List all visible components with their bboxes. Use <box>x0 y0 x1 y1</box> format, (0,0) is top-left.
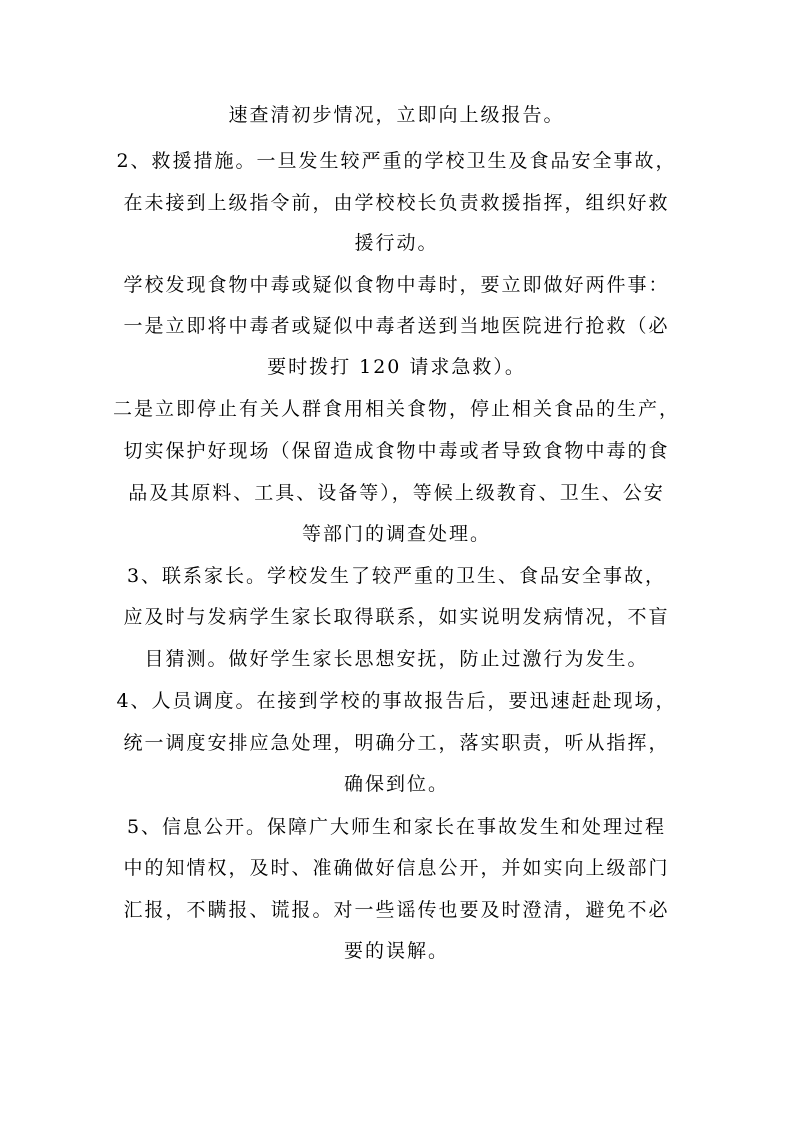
text-line: 等部门的调查处理。 <box>301 523 491 545</box>
text-line: 目猜测。做好学生家长思想安抚，防止过激行为发生。 <box>144 648 649 670</box>
text-line: 2、救援措施。一旦发生较严重的学校卫生及食品安全事故， <box>116 150 677 172</box>
text-line: 援行动。 <box>354 232 439 254</box>
text-line: 4、人员调度。在接到学校的事故报告后，要迅速赶赴现场， <box>116 690 677 712</box>
text-line: 品及其原料、工具、设备等），等候上级教育、卫生、公安 <box>128 482 665 504</box>
text-line: 确保到位。 <box>343 773 449 795</box>
text-line: 统一调度安排应急处理，明确分工，落实职责，听从指挥， <box>123 732 670 754</box>
text-line: 中的知情权，及时、准确做好信息公开，并如实向上级部门 <box>123 857 670 879</box>
text-line: 学校发现食物中毒或疑似食物中毒时，要立即做好两件事： <box>123 274 670 296</box>
text-line: 汇报，不瞒报、谎报。对一些谣传也要及时澄清，避免不必 <box>123 899 670 921</box>
text-line: 5、信息公开。保障广大师生和家长在事故发生和处理过程 <box>126 816 667 838</box>
text-line: 3、联系家长。学校发生了较严重的卫生、食品安全事故， <box>126 565 667 587</box>
text-line: 要的误解。 <box>343 940 449 962</box>
text-line: 要时拨打 120 请求急救）。 <box>267 356 526 378</box>
text-line: 速查清初步情况，立即向上级报告。 <box>228 104 565 126</box>
text-line: 在未接到上级指令前，由学校校长负责救援指挥，组织好救 <box>123 192 670 214</box>
text-line: 二是立即停止有关人群食用相关食物，停止相关食品的生产， <box>112 398 680 420</box>
text-line: 切实保护好现场（保留造成食物中毒或者导致食物中毒的食 <box>123 440 670 462</box>
text-line: 应及时与发病学生家长取得联系，如实说明发病情况，不盲 <box>123 606 670 628</box>
text-line: 一是立即将中毒者或疑似中毒者送到当地医院进行抢救（必 <box>123 315 670 337</box>
